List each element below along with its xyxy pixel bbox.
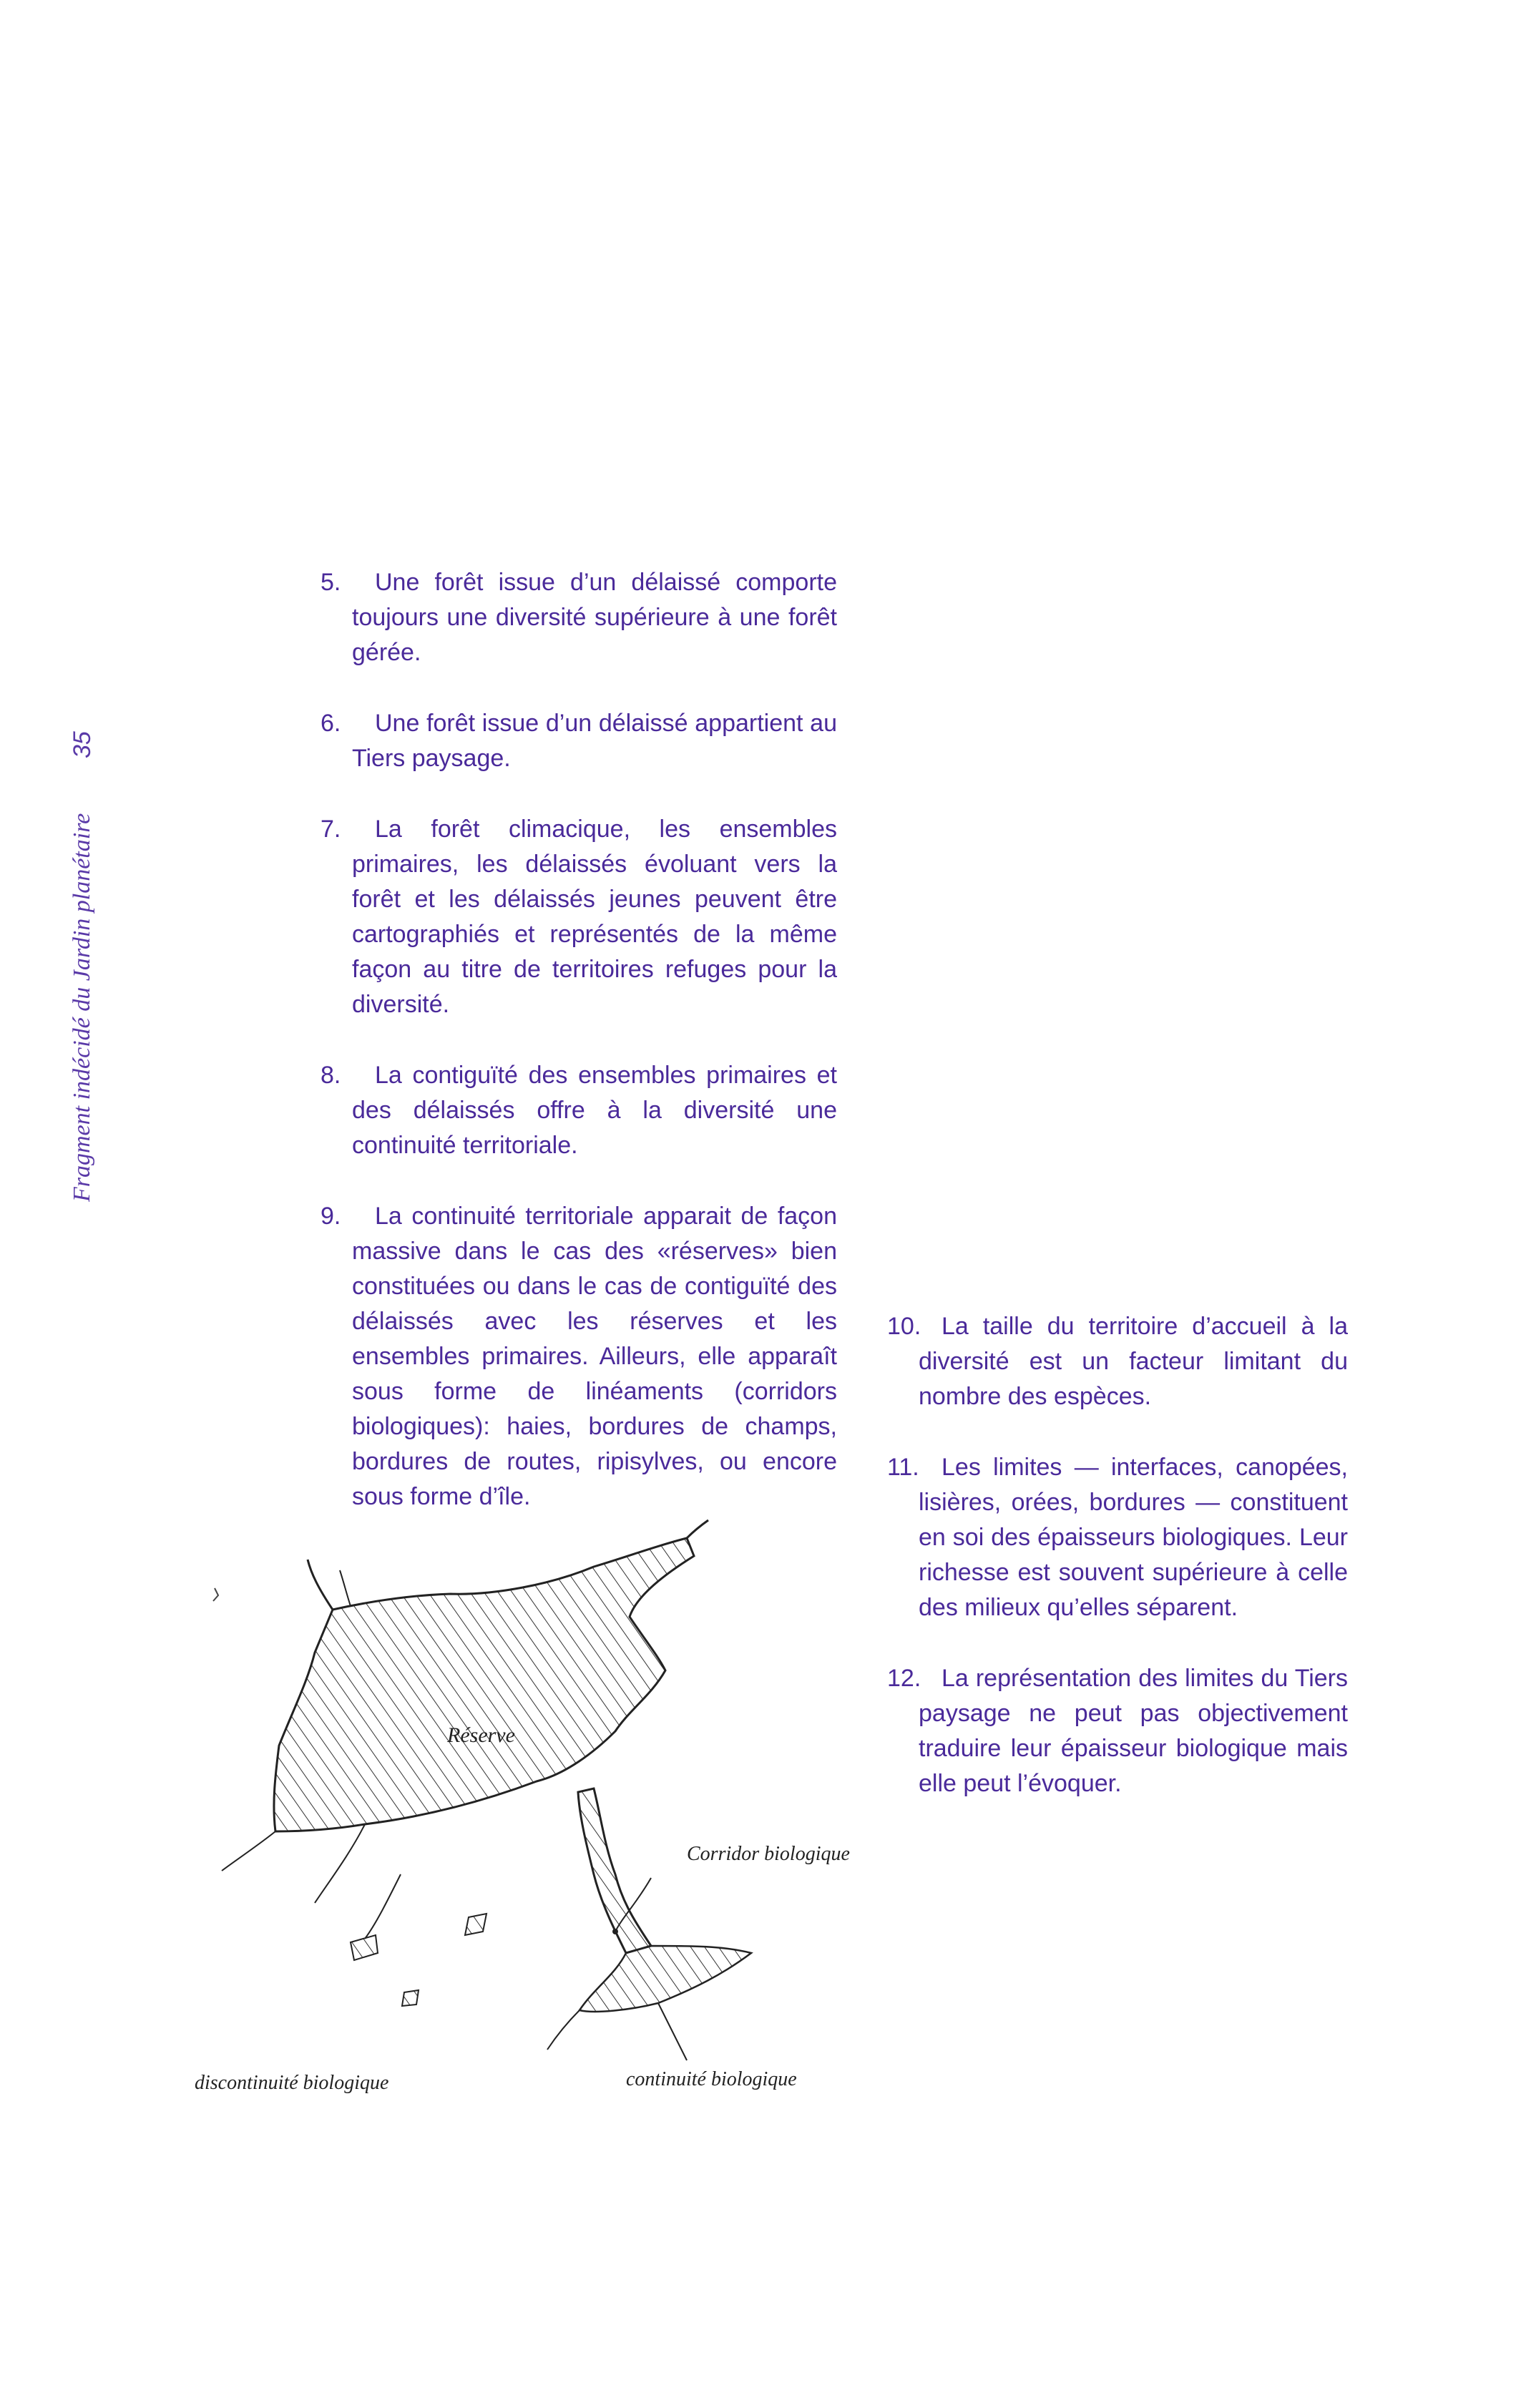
list-item: 10. La taille du territoire d’accueil à la diversité est un facteur limitant du nombre des espèces. (887, 1313, 1348, 1410)
corridor (578, 1788, 651, 1953)
label-reserve: Réserve (447, 1723, 515, 1747)
label-continuity: continuité biologique (626, 2068, 797, 2090)
lower-patch (579, 1946, 751, 2012)
island (465, 1914, 486, 1935)
left-column (321, 565, 837, 1550)
reserve-area (274, 1538, 694, 1831)
island (402, 1990, 419, 2006)
list-item: 12. La représentation des limites du Tiers paysage ne peut pas objectivement traduire leur épaisseur biologique mais elle peut l’évoquer. (887, 1665, 1348, 1797)
reserve-sketch (193, 1517, 901, 2125)
list-item: 7. La forêt climacique, les ensembles primaires, les délaissés évoluant vers la forêt et les délaissés jeunes peuvent être cartographiés et représentés de la même façon au titre de territoires refuges pour la diversité. (321, 816, 837, 1018)
island (351, 1935, 378, 1960)
label-discontinuity: discontinuité biologique (195, 2072, 389, 2094)
list-item: 11. Les limites — interfaces, canopées, lisières, orées, bordures — constituent en soi des épaisseurs biologiques. Leur richesse est souvent supérieure à celle des milieux qu’elles séparent. (887, 1454, 1348, 1621)
book-title: Fragment indécidé du Jardin planétaire (69, 813, 95, 1202)
page-number: 35 (69, 731, 96, 758)
list-item: 6. Une forêt issue d’un délaissé appartient au Tiers paysage. (321, 710, 837, 772)
right-column (887, 1309, 1348, 1837)
list-item: 5. Une forêt issue d’un délaissé comporte toujours une diversité supérieure à une forêt gérée. (321, 569, 837, 666)
label-corridor: Corridor biologique (687, 1843, 850, 1865)
list-item: 9. La continuité territoriale apparait de façon massive dans le cas des «réserves» bien constituées ou dans le cas de contiguïté des délaissés avec les réserves et les ensembles primaires. Ailleurs, elle apparaît sous forme de linéaments (corridors biologiques): haies, bordures de champs, bordures de routes, ripisylves, ou encore sous forme d’île. (321, 1203, 837, 1510)
list-item: 8. La contiguïté des ensembles primaires et des délaissés offre à la diversité une continuité territoriale. (321, 1062, 837, 1159)
